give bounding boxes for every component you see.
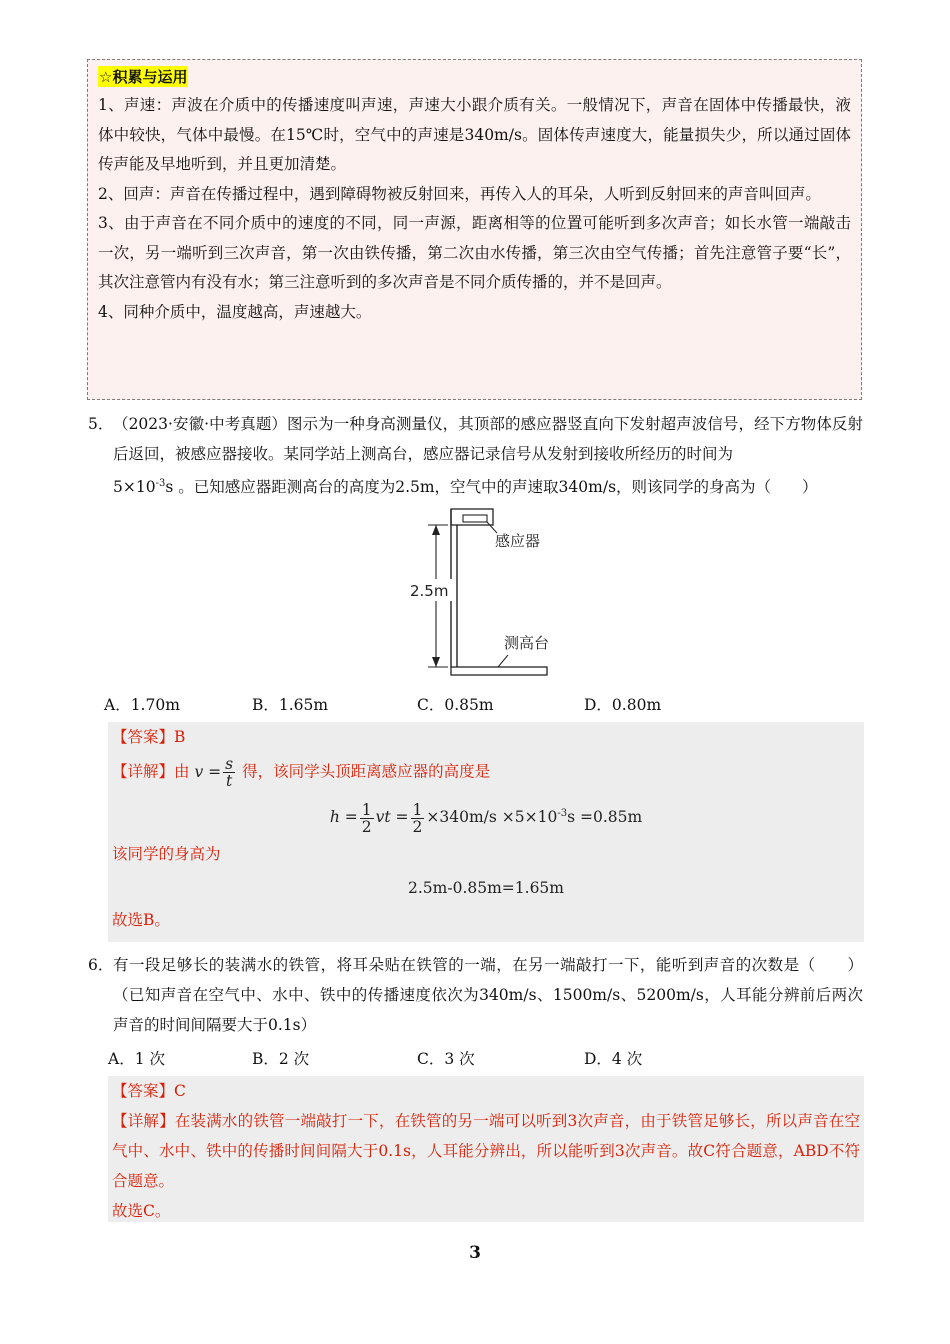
question-6-number: 6． xyxy=(88,956,114,974)
q6-detail: 【详解】在装满水的铁管一端敲打一下，在铁管的另一端可以听到3次声音，由于铁管足够长，所以声音在空气中、水中、铁中的传播时间间隔大于0.1s，人耳能分辨出，所以能听到3次声音。故C符合题意，ABD不符合题意。 xyxy=(112,1112,860,1190)
question-5-options xyxy=(104,693,864,719)
knowledge-point-4: 4、同种介质中，温度越高，声速越大。 xyxy=(98,302,372,321)
question-6-options xyxy=(104,1047,864,1073)
height-meter-figure xyxy=(400,505,560,680)
question-6-text: 有一段足够长的装满水的铁管，将耳朵贴在铁管的一端，在另一端敲打一下，能听到声音的次数是（ ）（已知声音在空气中、水中、铁中的传播速度依次为340m/s、1500m/s、5200m/s，人耳能分辨前后两次声音的时间间隔要大于0.1s） xyxy=(113,956,863,1034)
q6-answer: 【答案】C xyxy=(112,1082,186,1100)
q6-option-c[interactable]: C．3 次 xyxy=(417,1050,475,1068)
arrow-down xyxy=(432,657,440,667)
knowledge-point-1: 1、声速：声波在介质中的传播速度叫声速，声速大小跟介质有关。一般情况下，声音在固体中传播最快，液体中较快，气体中最慢。在15℃时，空气中的声速是340m/s。固体传声速度大，能量损失少，所以通过固体传声能及早地听到，并且更加清楚。 xyxy=(98,96,851,173)
q5-answer: 【答案】B xyxy=(112,728,186,746)
q6-answer-box xyxy=(108,1076,864,1222)
page-number: 3 xyxy=(469,1243,481,1263)
knowledge-title: ☆积累与运用 xyxy=(99,68,188,86)
arrow-up xyxy=(432,525,440,535)
q6-option-a[interactable]: A．1 次 xyxy=(108,1050,165,1068)
q5-height-intro: 该同学的身高为 xyxy=(112,844,221,863)
height-label: 2.5m xyxy=(410,582,449,600)
knowledge-point-3: 3、由于声音在不同介质中的速度的不同，同一声源，距离相等的位置可能听到多次声音；如长水管一端敲击一次，另一端听到三次声音，第一次由铁传播，第二次由水传播，第三次由空气传播；首先注意管子要“长”，其次注意管内有没有水；第三注意听到的多次声音是不同介质传播的，并不是回声。 xyxy=(98,214,851,291)
q5-option-b[interactable]: B．1.65m xyxy=(252,696,329,714)
platform-label: 测高台 xyxy=(504,634,550,652)
question-5-text: （2023·安徽·中考真题）图示为一种身高测量仪，其顶部的感应器竖直向下发射超声波信号，经下方物体反射后返回，被感应器接收。某同学站上测高台，感应器记录信号从发射到接收所经历的时间为 xyxy=(113,415,863,463)
sensor-icon xyxy=(463,515,487,522)
formula-h: h = $\frac{1}{2}$ vt = $\frac{1}{2}$ $\times 340m/s \times 5\times 10^{-3}s =0.85m$ xyxy=(329,800,643,836)
sensor-label: 感应器 xyxy=(495,532,541,550)
q5-option-c[interactable]: C．0.85m xyxy=(417,696,494,714)
question-5-number: 5． xyxy=(88,415,114,433)
q6-option-d[interactable]: D．4 次 xyxy=(584,1050,643,1068)
q5-conclusion: 故选B。 xyxy=(112,910,170,929)
q6-option-b[interactable]: B．2 次 xyxy=(252,1050,310,1068)
platform xyxy=(451,667,547,675)
q5-option-d[interactable]: D．0.80m xyxy=(584,696,662,714)
question-5-time: $5\times 10^{-3}$ xyxy=(113,478,166,497)
question-6 xyxy=(88,950,863,1040)
formula-v: v = $\frac{s}{t}$ xyxy=(194,755,234,790)
q5-height-calc: 2.5m-0.85m=1.65m xyxy=(408,878,564,897)
q5-option-a[interactable]: A．1.70m xyxy=(104,696,180,714)
q6-conclusion: 故选C。 xyxy=(112,1202,171,1220)
question-5-text-cont: s 。已知感应器距测高台的高度为2.5m，空气中的声速取340m/s，则该同学的身高为（ ） xyxy=(165,478,818,497)
knowledge-box xyxy=(87,59,862,400)
q5-detail: 【详解】由 v = $\frac{s}{t}$ 得，该同学头顶距离感应器的高度是 xyxy=(112,755,491,790)
q5-answer-box xyxy=(108,722,864,942)
knowledge-point-2: 2、回声：声音在传播过程中，遇到障碍物被反射回来，再传入人的耳朵，人听到反射回来的声音叫回声。 xyxy=(98,184,821,203)
question-5 xyxy=(88,409,863,502)
